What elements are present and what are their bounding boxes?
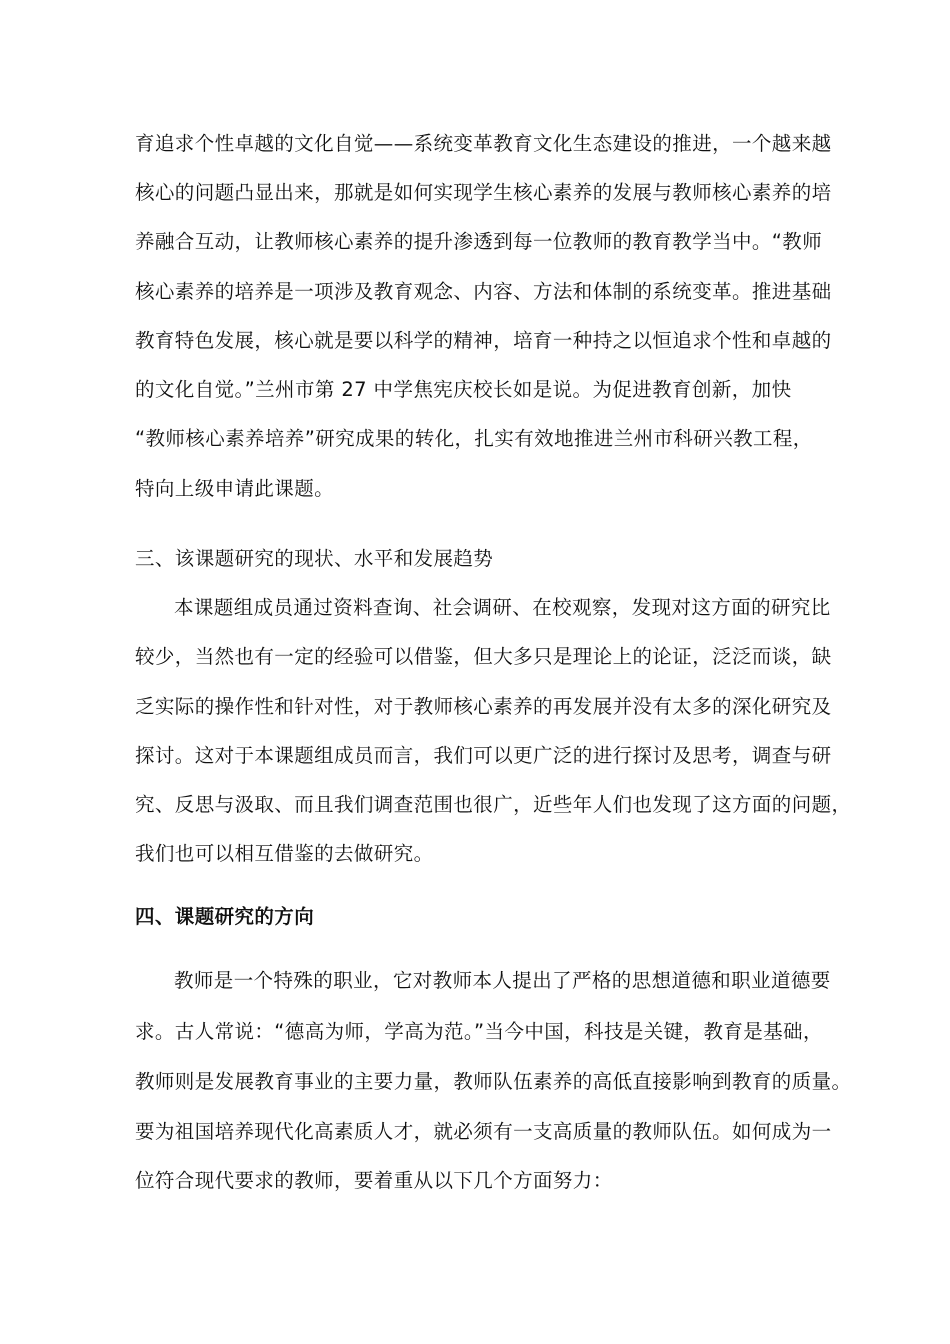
paragraph-line: 求。古人常说：“德高为师，学高为范。”当今中国，科技是关键，教育是基础， [135,1020,823,1043]
paragraph-line: “教师核心素养培养”研究成果的转化，扎实有效地推进兰州市科研兴教工程， [135,427,813,450]
paragraph-line: 育追求个性卓越的文化自觉——系统变革教育文化生态建设的推进，一个越来越 [135,132,832,155]
paragraph-line: 教育特色发展，核心就是要以科学的精神，培育一种持之以恒追求个性和卓越的 [135,329,832,352]
paragraph-line: 教师是一个特殊的职业，它对教师本人提出了严格的思想道德和职业道德要 [174,969,831,992]
paragraph-line: 本课题组成员通过资料查询、社会调研、在校观察，发现对这方面的研究比 [174,596,831,619]
paragraph-line: 要为祖国培养现代化高素质人才，就必须有一支高质量的教师队伍。如何成为一 [135,1120,832,1143]
section-heading: 四、课题研究的方向 [135,905,315,928]
paragraph-line: 探讨。这对于本课题组成员而言，我们可以更广泛的进行探讨及思考，调查与研 [135,744,832,767]
paragraph-line: 特向上级申请此课题。 [135,477,335,500]
paragraph-line: 位符合现代要求的教师，要着重从以下几个方面努力： [135,1169,613,1192]
paragraph-line: 究、反思与汲取、而且我们调查范围也很广，近些年人们也发现了这方面的问题， [135,793,852,816]
paragraph-line: 较少，当然也有一定的经验可以借鉴，但大多只是理论上的论证，泛泛而谈，缺 [135,645,832,668]
paragraph-line: 我们也可以相互借鉴的去做研究。 [135,842,434,865]
paragraph-line: 核心素养的培养是一项涉及教育观念、内容、方法和体制的系统变革。推进基础 [135,280,832,303]
paragraph-line: 的文化自觉。”兰州市第 27 中学焦宪庆校长如是说。为促进教育创新，加快 [135,378,792,401]
paragraph-line: 教师则是发展教育事业的主要力量，教师队伍素养的高低直接影响到教育的质量。 [135,1070,852,1093]
paragraph-line: 核心的问题凸显出来，那就是如何实现学生核心素养的发展与教师核心素养的培 [135,181,832,204]
section-heading: 三、该课题研究的现状、水平和发展趋势 [135,547,494,570]
paragraph-line: 乏实际的操作性和针对性，对于教师核心素养的再发展并没有太多的深化研究及 [135,695,832,718]
paragraph-line: 养融合互动，让教师核心素养的提升渗透到每一位教师的教育教学当中。“教师 [135,230,823,253]
